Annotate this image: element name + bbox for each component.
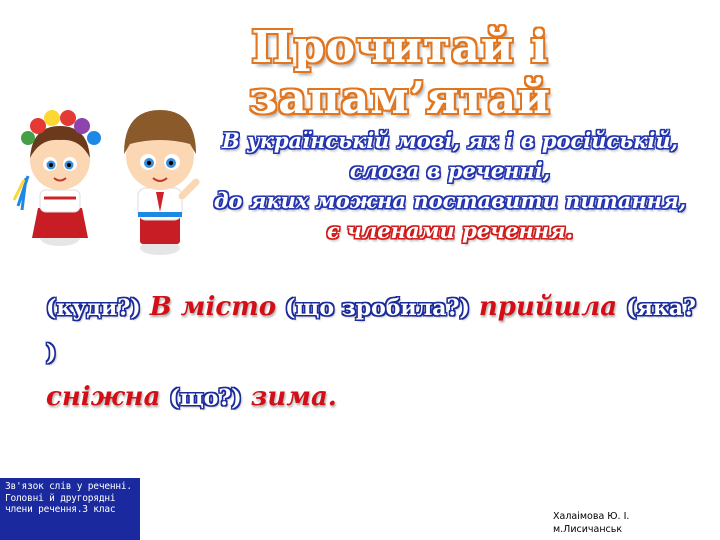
boy-figure [124,110,196,255]
word-winter: зима. [250,382,337,412]
question-what-did: (що зробила?) [285,295,470,321]
author-name: Халаімова Ю. І. [553,511,630,522]
children-illustration [10,88,210,263]
rule-line-3: до яких можна поставити питання, [213,188,687,213]
author-city: м.Лисичанськ [553,524,623,535]
word-to-city: В місто [149,292,277,322]
rule-line-4: є членами речення. [326,218,574,243]
footer-topic: Зв'язок слів у реченні. Головні й другорядні члени речення.3 клас [0,478,140,540]
question-what: (що?) [169,385,242,411]
rule-line-1: В українській мові, як і в російській, [222,128,678,153]
grammar-rule-text [205,126,695,246]
rule-line-2: слова в реченні, [349,158,551,183]
question-which: (яка? ) [46,295,696,366]
word-snowy: сніжна [46,382,161,412]
footer-author [553,510,673,536]
example-sentence [46,285,696,420]
word-came: прийшла [478,292,618,322]
question-where: (куди?) [46,295,141,321]
girl-figure [14,110,101,246]
slide-title: Прочитай і запам’ятай [249,22,551,124]
